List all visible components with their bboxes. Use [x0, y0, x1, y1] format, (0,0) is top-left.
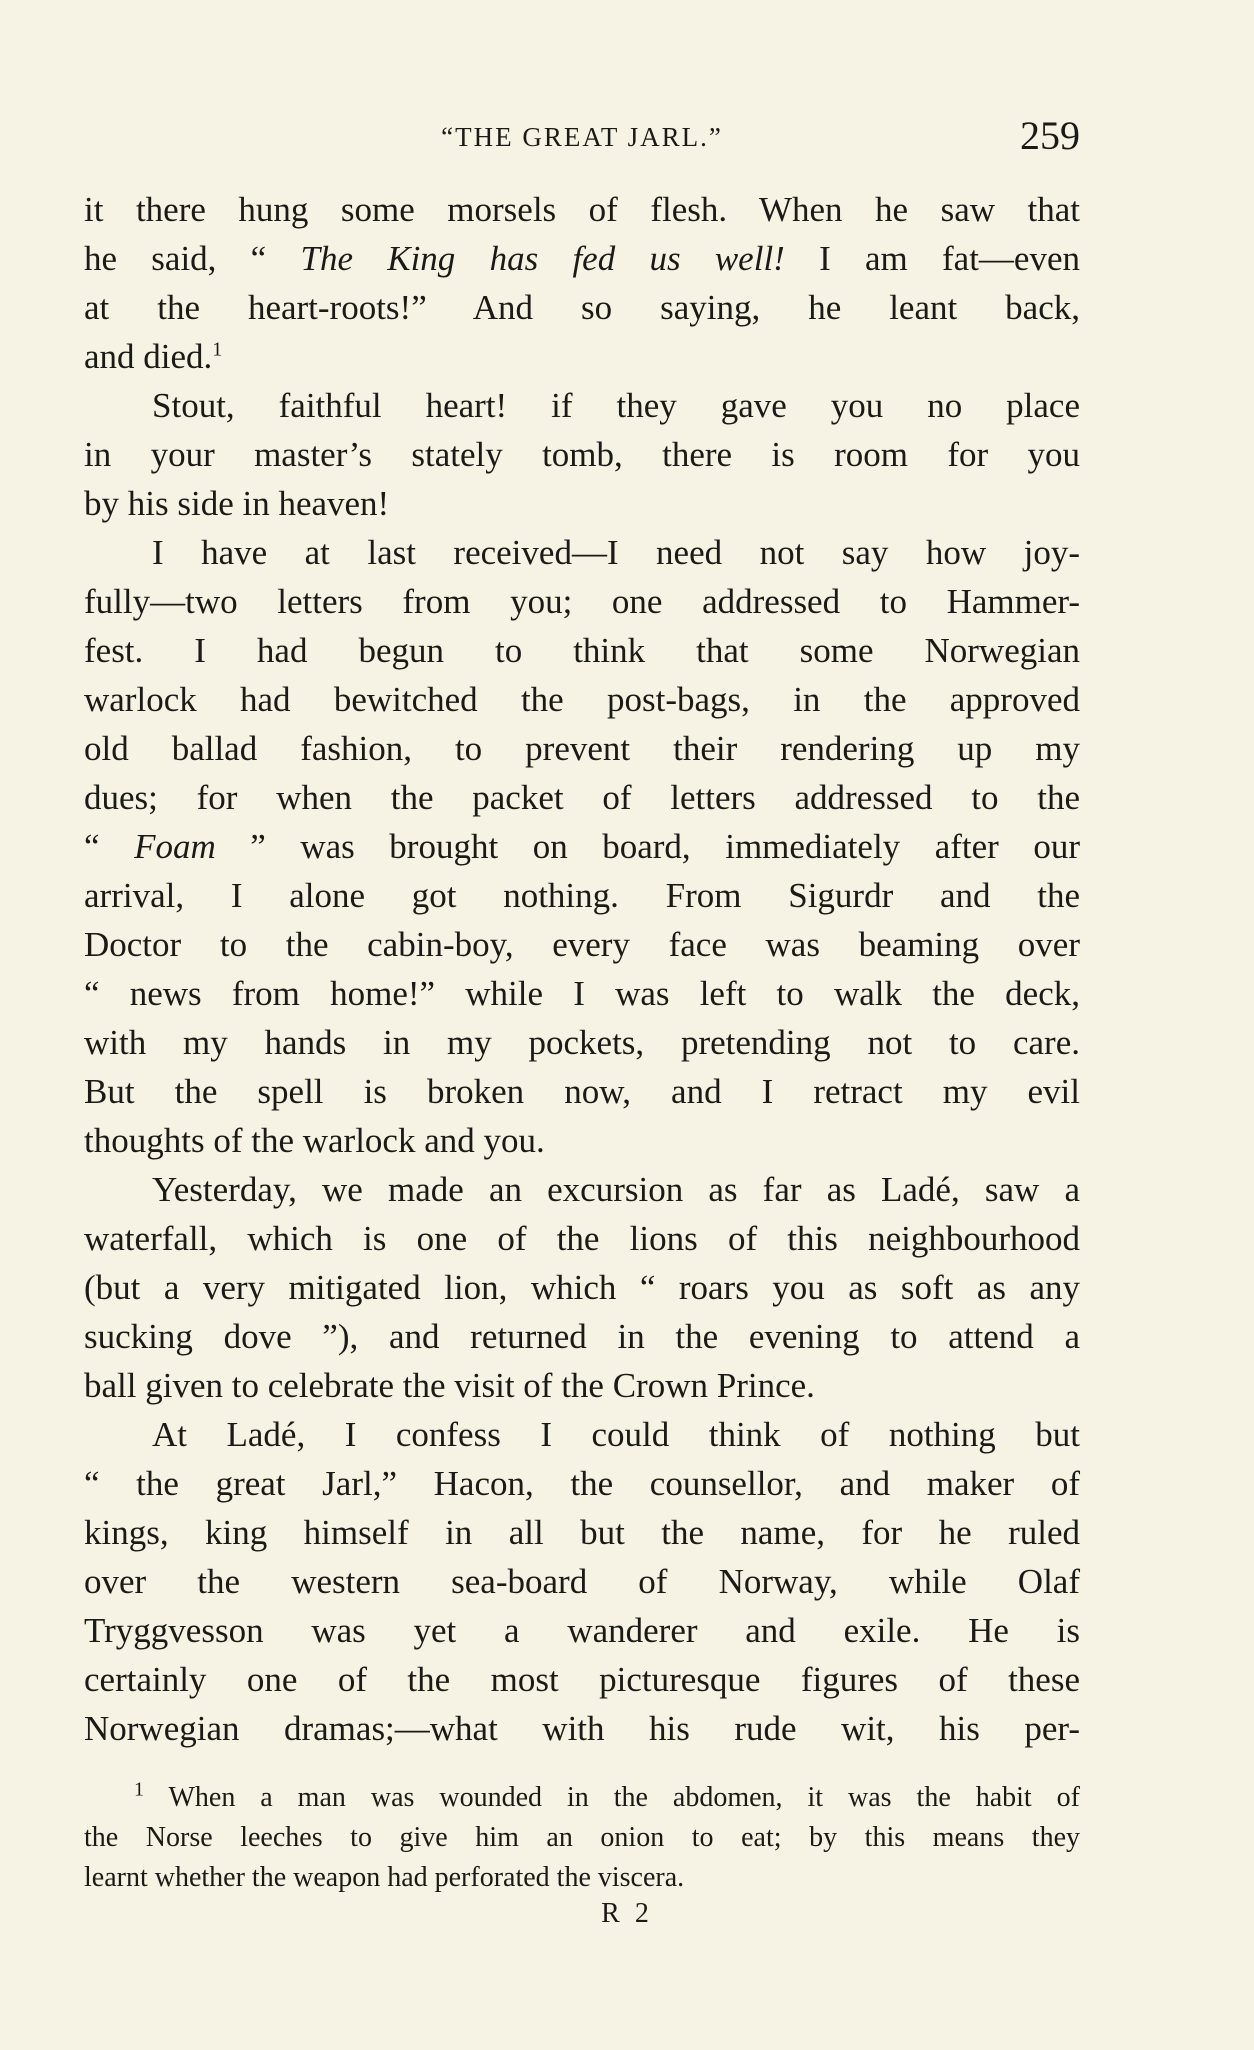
text-line: with my hands in my pockets, pretending not to care. [84, 1023, 1080, 1062]
text-line: warlock had bewitched the post-bags, in the approved [84, 680, 1080, 719]
text-line: But the spell is broken now, and I retract my evil [84, 1072, 1080, 1111]
italic-ship-name: Foam [134, 827, 216, 866]
text-line: dues; for when the packet of letters addressed to the [84, 778, 1080, 817]
body-text [84, 185, 1080, 1753]
text-line: thoughts of the warlock and you. [84, 1121, 545, 1160]
text-line: fest. I had begun to think that some Norwegian [84, 631, 1080, 670]
signature-mark: R 2 [601, 1898, 653, 1929]
text-line: (but a very mitigated lion, which “ roars you as soft as any [84, 1268, 1080, 1307]
text-line: ball given to celebrate the visit of the Crown Prince. [84, 1366, 815, 1405]
text-line [84, 332, 1080, 381]
text-line: by his side in heaven! [84, 484, 390, 523]
text-line: Yesterday, we made an excursion as far as Ladé, saw a [152, 1170, 1080, 1209]
text-line [84, 234, 1080, 283]
page-number: 259 [1020, 113, 1080, 158]
text-span: “ [84, 827, 135, 866]
footnote-text: When a man was wounded in the abdomen, it was the habit of [168, 1782, 1080, 1813]
footnote-line: the Norse leeches to give him an onion to eat; by this means they [84, 1822, 1080, 1853]
text-line: Tryggvesson was yet a wanderer and exile. He is [84, 1611, 1080, 1650]
running-head [84, 112, 1080, 162]
text-line: old ballad fashion, to prevent their rendering up my [84, 729, 1080, 768]
text-line: “ news from home!” while I was left to walk the deck, [84, 974, 1080, 1013]
text-line: over the western sea-board of Norway, while Olaf [84, 1562, 1080, 1601]
text-line: Stout, faithful heart! if they gave you no place [152, 386, 1080, 425]
text-line: Norwegian dramas;—what with his rude wit, his per- [84, 1709, 1080, 1748]
text-line: At Ladé, I confess I could think of nothing but [152, 1415, 1080, 1454]
text-span: and died. [84, 337, 213, 376]
footnote-line [84, 1778, 1080, 1818]
footnote-line: learnt whether the weapon had perforated the viscera. [84, 1862, 685, 1893]
text-span: he said, “ [84, 239, 301, 278]
text-span: ” was brought on board, immediately after our [215, 827, 1080, 866]
italic-quote: The King has fed us well! [300, 239, 785, 278]
text-line: waterfall, which is one of the lions of this neighbourhood [84, 1219, 1080, 1258]
text-line: certainly one of the most picturesque figures of these [84, 1660, 1080, 1699]
footnote-marker: 1 [134, 1778, 144, 1801]
footnote [84, 1778, 1080, 1898]
text-line: Doctor to the cabin-boy, every face was beaming over [84, 925, 1080, 964]
text-line: I have at last received—I need not say how joy- [152, 533, 1080, 572]
text-span: I am fat—even [784, 239, 1080, 278]
text-line: it there hung some morsels of flesh. When he saw that [84, 190, 1080, 229]
text-line: sucking dove ”), and returned in the evening to attend a [84, 1317, 1080, 1356]
text-line: in your master’s stately tomb, there is room for you [84, 435, 1080, 474]
footnote-ref: 1 [212, 338, 223, 361]
text-line [84, 822, 1080, 871]
text-line: arrival, I alone got nothing. From Sigurdr and the [84, 876, 1080, 915]
running-title: “THE GREAT JARL.” [441, 122, 723, 152]
text-line: “ the great Jarl,” Hacon, the counsellor, and maker of [84, 1464, 1080, 1503]
text-line: kings, king himself in all but the name, for he ruled [84, 1513, 1080, 1552]
text-line: at the heart-roots!” And so saying, he leant back, [84, 288, 1080, 327]
text-line: fully—two letters from you; one addressed to Hammer- [84, 582, 1080, 621]
